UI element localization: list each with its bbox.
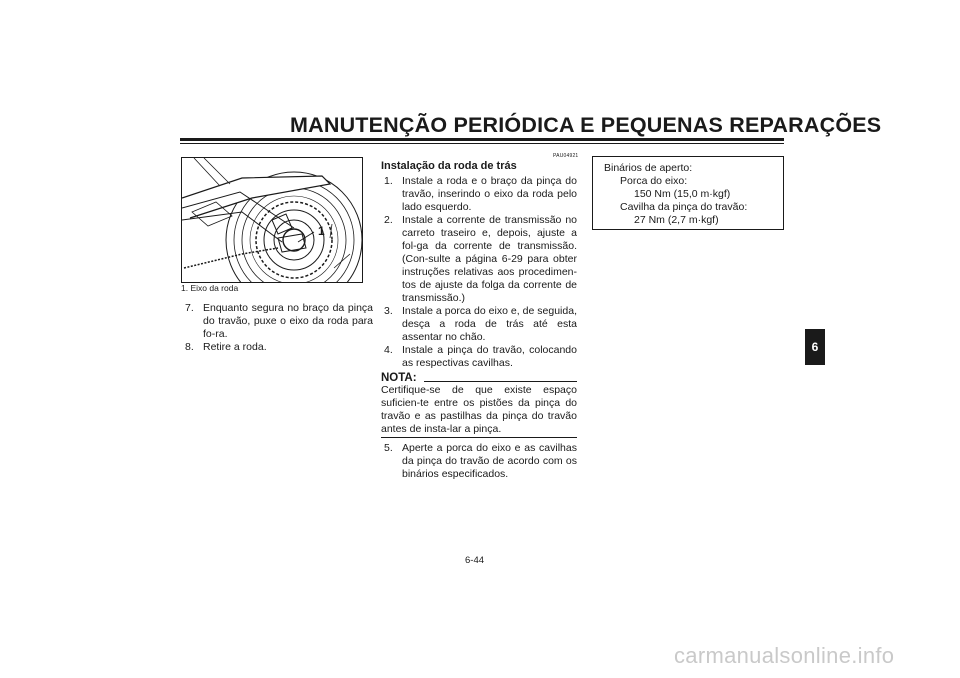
header-rule	[180, 138, 784, 141]
step-number: 4.	[384, 344, 393, 356]
step-text: Instale a corrente de transmissão no carreto traseiro e, depois, ajuste a fol-ga da corrente de transmissão. (Con-sulte a página 6-29 para obter instruções relativas aos procedimen-tos de ajuste da folga da corrente de transmissão.)	[402, 214, 577, 304]
step-text: Instale a porca do eixo e, de seguida, desça a roda de trás até esta assentar no chão.	[402, 305, 577, 343]
step-text: Instale a pinça do travão, colocando as respectivas cavilhas.	[402, 344, 577, 369]
step-text: Instale a roda e o braço da pinça do travão, inserindo o eixo da roda pelo lado esquerdo.	[402, 175, 577, 213]
step-number: 3.	[384, 305, 393, 317]
list-item	[384, 214, 577, 305]
list-item	[384, 442, 577, 481]
list-item	[384, 344, 577, 370]
wheel-axle-illustration	[181, 157, 363, 283]
step-number: 2.	[384, 214, 393, 226]
page-title: MANUTENÇÃO PERIÓDICA E PEQUENAS REPARAÇÕES	[290, 113, 882, 137]
note-bottom-rule	[381, 437, 577, 438]
note-label: NOTA:	[381, 372, 417, 384]
spec-title: Binários de aperto:	[604, 162, 693, 174]
note-rule	[424, 381, 577, 382]
section-heading: Instalação da roda de trás	[381, 160, 517, 172]
list-item	[384, 305, 577, 344]
torque-spec-box	[592, 156, 784, 230]
rear-wheel-drawing	[182, 158, 362, 282]
header-rule-thin	[180, 143, 784, 144]
left-steps	[185, 302, 373, 354]
note-text: Certifique-se de que existe espaço suficien-te entre os pistões da pinça do travão e as pastilhas da pinça do travão antes de insta-lar a pinça.	[381, 384, 577, 435]
step-text: Retire a roda.	[203, 341, 267, 353]
step-number: 8.	[185, 341, 194, 353]
page-number: 6-44	[465, 555, 485, 566]
spec-caliper-bolt-label: Cavilha da pinça do travão:	[620, 201, 748, 213]
final-steps	[384, 442, 577, 481]
section-code: PAU04921	[553, 153, 579, 159]
spec-caliper-bolt-value: 27 Nm (2,7 m·kgf)	[634, 214, 719, 226]
list-item	[185, 341, 373, 354]
step-text: Aperte a porca do eixo e as cavilhas da pinça do travão de acordo com os binários especificados.	[402, 442, 577, 480]
step-number: 7.	[185, 302, 194, 314]
spec-axle-nut-value: 150 Nm (15,0 m·kgf)	[634, 188, 731, 200]
spec-axle-nut-label: Porca do eixo:	[620, 175, 688, 187]
step-number: 5.	[384, 442, 393, 454]
figure-callout: 1	[318, 224, 325, 238]
install-steps	[384, 175, 577, 370]
watermark: carmanualsonline.info	[674, 643, 895, 668]
chapter-tab: 6	[805, 329, 825, 365]
figure-caption: 1. Eixo da roda	[181, 283, 239, 293]
step-number: 1.	[384, 175, 393, 187]
list-item	[384, 175, 577, 214]
list-item	[185, 302, 373, 341]
step-text: Enquanto segura no braço da pinça do travão, puxe o eixo da roda para fo-ra.	[203, 302, 373, 340]
